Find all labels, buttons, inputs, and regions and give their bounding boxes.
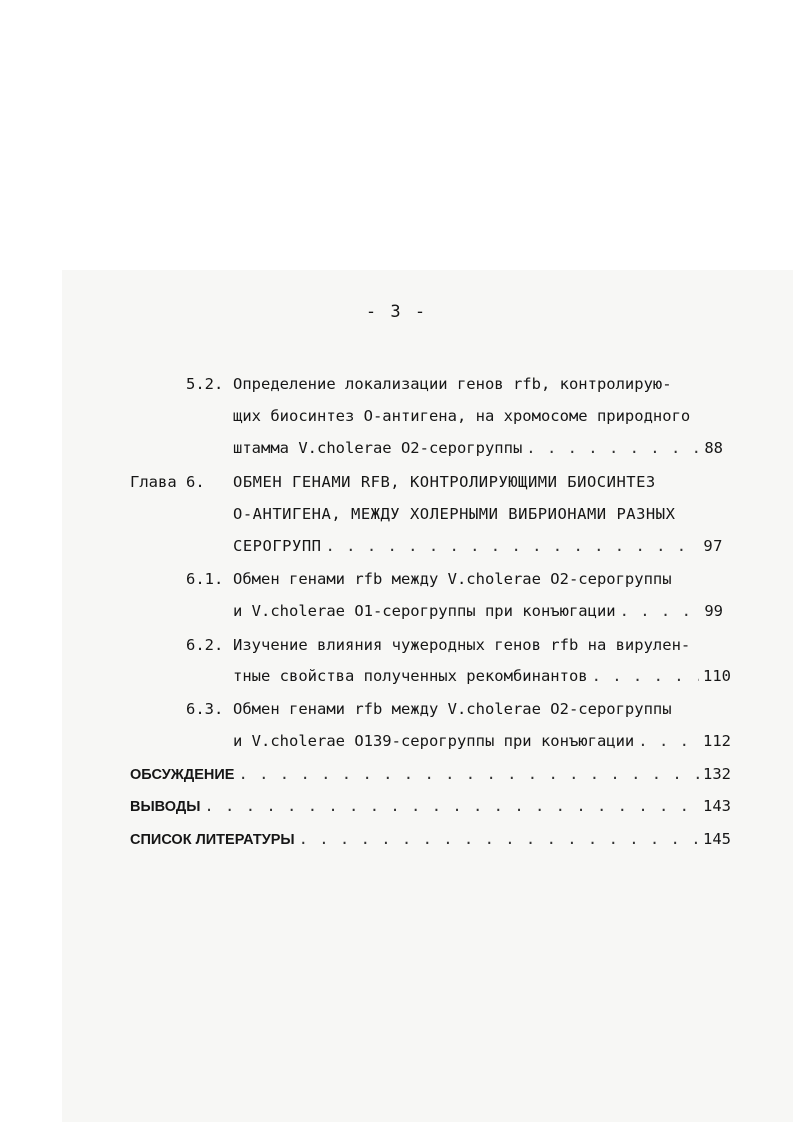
toc-entry-6-3-page: 112	[703, 732, 731, 750]
toc-entry-5-2-page: 88	[704, 439, 723, 457]
dot-leader	[620, 601, 701, 621]
toc-references-title: СПИСОК ЛИТЕРАТУРЫ	[130, 832, 295, 848]
toc-references	[130, 829, 731, 850]
toc-conclusions-page: 143	[703, 797, 731, 815]
toc-chapter-6-line-3	[233, 536, 723, 556]
toc-entry-5-2-line-3	[233, 438, 723, 458]
toc-entry-6-2-line-2	[233, 666, 731, 686]
toc-entry-6-3-number: 6.3.	[186, 700, 224, 718]
dot-leader	[299, 829, 699, 849]
toc-entry-6-3-line-2-text: и V.cholerae О139-серогруппы при конъюгации	[233, 732, 635, 750]
toc-entry-6-1-line-1: Обмен генами rfb между V.cholerae О2-серогруппы	[233, 570, 672, 588]
toc-entry-5-2-line-2: щих биосинтез О-антигена, на хромосоме природного	[233, 407, 691, 425]
toc-discussion-page: 132	[703, 765, 731, 783]
toc-conclusions-title: ВЫВОДЫ	[130, 799, 201, 815]
toc-entry-5-2-line-3-text: штамма V.cholerae О2-серогруппы	[233, 439, 523, 457]
toc-discussion	[130, 764, 731, 785]
dot-leader	[204, 796, 699, 816]
toc-conclusions	[130, 796, 731, 817]
dot-leader	[238, 764, 699, 784]
toc-chapter-6-page: 97	[703, 537, 723, 555]
toc-entry-6-1-page: 99	[704, 602, 723, 620]
toc-entry-6-3-line-1: Обмен генами rfb между V.cholerae О2-серогруппы	[233, 700, 672, 718]
toc-entry-6-1-line-2-text: и V.cholerae О1-серогруппы при конъюгации	[233, 602, 616, 620]
toc-entry-6-2-line-1: Изучение влияния чужеродных генов rfb на вирулен-	[233, 636, 691, 654]
toc-entry-6-1-number: 6.1.	[186, 570, 224, 588]
toc-entry-6-1-line-2	[233, 601, 723, 621]
toc-references-page: 145	[703, 830, 731, 848]
toc-chapter-6-line-3-text: СЕРОГРУПП	[233, 537, 322, 555]
scanned-page-area	[62, 270, 793, 1122]
toc-entry-6-3-line-2	[233, 731, 731, 751]
toc-entry-6-2-number: 6.2.	[186, 636, 224, 654]
toc-entry-6-2-page: 110	[703, 667, 731, 685]
toc-chapter-6-label: Глава 6.	[130, 473, 205, 491]
toc-entry-5-2-line-1: Определение локализации генов rfb, контролирую-	[233, 375, 672, 393]
toc-entry-6-2-line-2-text: тные свойства полученных рекомбинантов	[233, 667, 588, 685]
page-number: - 3 -	[365, 302, 428, 322]
toc-chapter-6-line-1: ОБМЕН ГЕНАМИ RFB, КОНТРОЛИРУЮЩИМИ БИОСИНТЕЗ	[233, 473, 656, 491]
dot-leader	[526, 438, 700, 458]
toc-discussion-title: ОБСУЖДЕНИЕ	[130, 767, 235, 783]
dot-leader	[592, 666, 699, 686]
toc-entry-5-2-number: 5.2.	[186, 375, 224, 393]
dot-leader	[326, 536, 700, 556]
dot-leader	[638, 731, 699, 751]
toc-chapter-6-line-2: О-АНТИГЕНА, МЕЖДУ ХОЛЕРНЫМИ ВИБРИОНАМИ РАЗНЫХ	[233, 505, 676, 523]
